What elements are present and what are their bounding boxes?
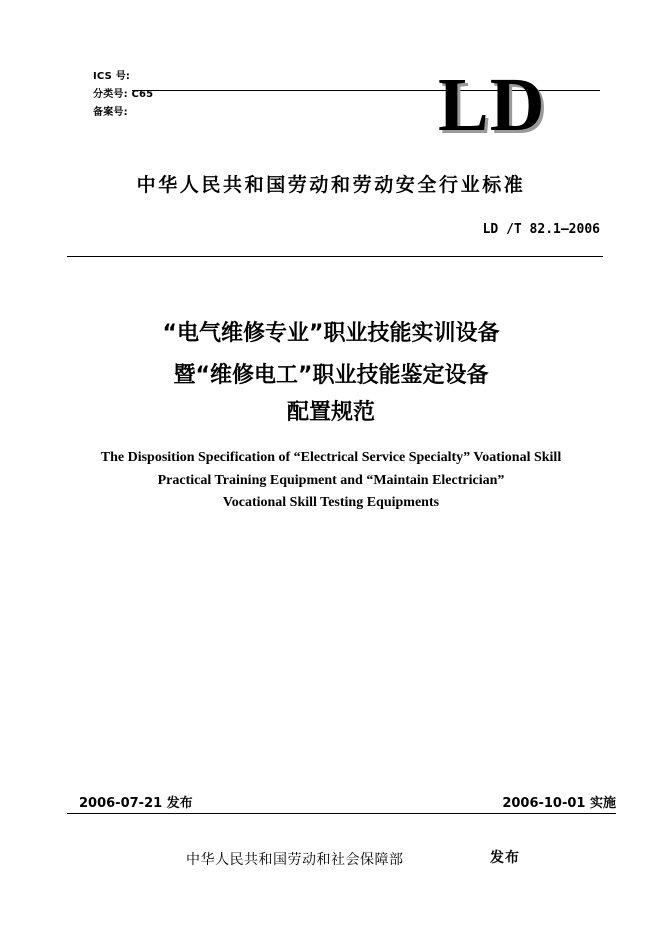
ld-logo: LD	[438, 63, 546, 147]
classification-number: 分类号: C65	[93, 89, 154, 100]
title-zh-line-2: 暨“维修电工”职业技能鉴定设备	[173, 363, 489, 388]
footer-rule	[67, 813, 616, 814]
issued-label: 发布	[490, 850, 520, 866]
title-zh-line-1: “电气维修专业”职业技能实训设备	[162, 321, 500, 346]
title-en-line-1: The Disposition Specification of “Electrical Service Specialty” Voational Skill	[100, 450, 562, 465]
issuing-authority: 中华人民共和国劳动和社会保障部	[186, 852, 404, 868]
record-number: 备案号:	[93, 107, 128, 118]
implementation-date: 2006-10-01 实施	[502, 796, 616, 811]
issue-date: 2006-07-21 发布	[79, 796, 193, 811]
title-zh-line-3: 配置规范	[286, 400, 375, 425]
title-rule	[67, 256, 603, 257]
title-en-line-3: Vocational Skill Testing Equipments	[222, 495, 440, 510]
standard-number: LD /T 82.1—2006	[482, 222, 600, 237]
ics-number: ICS 号:	[93, 71, 131, 82]
title-en-line-2: Practical Training Equipment and “Maintain Electrician”	[157, 473, 505, 488]
standard-category: 中华人民共和国劳动和劳动安全行业标准	[136, 174, 526, 196]
